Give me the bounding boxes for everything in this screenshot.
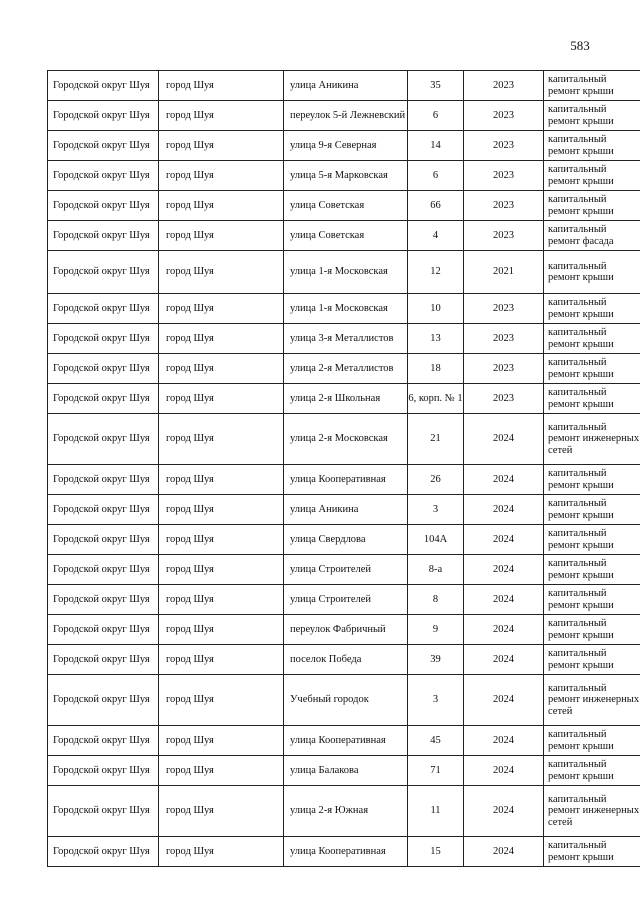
- year-cell: 2024: [464, 645, 544, 675]
- street-cell: улица 9-я Северная: [284, 131, 408, 161]
- district-cell: Городской округ Шуя: [48, 131, 159, 161]
- district-cell: Городской округ Шуя: [48, 71, 159, 101]
- district-cell: Городской округ Шуя: [48, 161, 159, 191]
- district-cell: Городской округ Шуя: [48, 786, 159, 837]
- district-cell: Городской округ Шуя: [48, 495, 159, 525]
- city-cell: город Шуя: [159, 384, 284, 414]
- district-cell: Городской округ Шуя: [48, 251, 159, 294]
- table-row: [48, 495, 640, 525]
- year-cell: 2023: [464, 71, 544, 101]
- street-cell: улица 1-я Московская: [284, 251, 408, 294]
- district-cell: Городской округ Шуя: [48, 354, 159, 384]
- table-row: [48, 71, 640, 101]
- district-cell: Городской округ Шуя: [48, 324, 159, 354]
- table-row: [48, 191, 640, 221]
- year-cell: 2023: [464, 221, 544, 251]
- street-cell: улица Строителей: [284, 585, 408, 615]
- house-number-cell: 6, корп. № 1: [408, 384, 464, 414]
- year-cell: 2023: [464, 384, 544, 414]
- street-cell: улица Строителей: [284, 555, 408, 585]
- city-cell: город Шуя: [159, 525, 284, 555]
- house-number-cell: 11: [408, 786, 464, 837]
- city-cell: город Шуя: [159, 756, 284, 786]
- city-cell: город Шуя: [159, 354, 284, 384]
- district-cell: Городской округ Шуя: [48, 191, 159, 221]
- house-number-cell: 3: [408, 495, 464, 525]
- street-cell: улица 1-я Московская: [284, 294, 408, 324]
- house-number-cell: 12: [408, 251, 464, 294]
- city-cell: город Шуя: [159, 726, 284, 756]
- table-row: [48, 675, 640, 726]
- work-type-cell: капитальный ремонт крыши: [544, 726, 640, 756]
- table-row: [48, 465, 640, 495]
- year-cell: 2024: [464, 726, 544, 756]
- street-cell: улица Кооперативная: [284, 837, 408, 867]
- work-type-cell: капитальный ремонт инженерных сетей: [544, 414, 640, 465]
- table-row: [48, 585, 640, 615]
- work-type-cell: капитальный ремонт крыши: [544, 756, 640, 786]
- table-row: [48, 384, 640, 414]
- table-row: [48, 251, 640, 294]
- street-cell: улица 2-я Школьная: [284, 384, 408, 414]
- district-cell: Городской округ Шуя: [48, 645, 159, 675]
- table-row: [48, 615, 640, 645]
- year-cell: 2024: [464, 756, 544, 786]
- work-type-cell: капитальный ремонт крыши: [544, 71, 640, 101]
- house-number-cell: 4: [408, 221, 464, 251]
- house-number-cell: 104А: [408, 525, 464, 555]
- year-cell: 2023: [464, 294, 544, 324]
- year-cell: 2023: [464, 354, 544, 384]
- street-cell: улица Советская: [284, 191, 408, 221]
- city-cell: город Шуя: [159, 324, 284, 354]
- year-cell: 2024: [464, 675, 544, 726]
- work-type-cell: капитальный ремонт инженерных сетей: [544, 675, 640, 726]
- city-cell: город Шуя: [159, 131, 284, 161]
- street-cell: улица 2-я Металлистов: [284, 354, 408, 384]
- city-cell: город Шуя: [159, 585, 284, 615]
- street-cell: улица Советская: [284, 221, 408, 251]
- house-number-cell: 13: [408, 324, 464, 354]
- house-number-cell: 18: [408, 354, 464, 384]
- table-row: [48, 837, 640, 867]
- page-number: 583: [570, 38, 590, 53]
- house-number-cell: 14: [408, 131, 464, 161]
- work-type-cell: капитальный ремонт крыши: [544, 101, 640, 131]
- city-cell: город Шуя: [159, 786, 284, 837]
- street-cell: переулок 5-й Лежневский: [284, 101, 408, 131]
- house-number-cell: 39: [408, 645, 464, 675]
- district-cell: Городской округ Шуя: [48, 384, 159, 414]
- year-cell: 2023: [464, 191, 544, 221]
- street-cell: поселок Победа: [284, 645, 408, 675]
- work-type-cell: капитальный ремонт инженерных сетей: [544, 786, 640, 837]
- city-cell: город Шуя: [159, 414, 284, 465]
- table-row: [48, 324, 640, 354]
- district-cell: Городской округ Шуя: [48, 585, 159, 615]
- house-number-cell: 35: [408, 71, 464, 101]
- work-type-cell: капитальный ремонт крыши: [544, 161, 640, 191]
- house-number-cell: 6: [408, 161, 464, 191]
- city-cell: город Шуя: [159, 555, 284, 585]
- table-row: [48, 101, 640, 131]
- table-row: [48, 221, 640, 251]
- city-cell: город Шуя: [159, 71, 284, 101]
- house-number-cell: 8: [408, 585, 464, 615]
- work-type-cell: капитальный ремонт крыши: [544, 384, 640, 414]
- city-cell: город Шуя: [159, 837, 284, 867]
- house-number-cell: 66: [408, 191, 464, 221]
- work-type-cell: капитальный ремонт крыши: [544, 495, 640, 525]
- city-cell: город Шуя: [159, 251, 284, 294]
- city-cell: город Шуя: [159, 191, 284, 221]
- table-row: [48, 414, 640, 465]
- work-type-cell: капитальный ремонт крыши: [544, 525, 640, 555]
- city-cell: город Шуя: [159, 101, 284, 131]
- district-cell: Городской округ Шуя: [48, 837, 159, 867]
- house-number-cell: 45: [408, 726, 464, 756]
- street-cell: улица 3-я Металлистов: [284, 324, 408, 354]
- district-cell: Городской округ Шуя: [48, 465, 159, 495]
- table-row: [48, 161, 640, 191]
- house-number-cell: 15: [408, 837, 464, 867]
- year-cell: 2024: [464, 414, 544, 465]
- year-cell: 2024: [464, 615, 544, 645]
- street-cell: улица Аникина: [284, 495, 408, 525]
- house-number-cell: 3: [408, 675, 464, 726]
- house-number-cell: 26: [408, 465, 464, 495]
- year-cell: 2024: [464, 525, 544, 555]
- district-cell: Городской округ Шуя: [48, 294, 159, 324]
- district-cell: Городской округ Шуя: [48, 675, 159, 726]
- year-cell: 2024: [464, 837, 544, 867]
- work-type-cell: капитальный ремонт крыши: [544, 615, 640, 645]
- table-row: [48, 645, 640, 675]
- district-cell: Городской округ Шуя: [48, 414, 159, 465]
- work-type-cell: капитальный ремонт крыши: [544, 324, 640, 354]
- city-cell: город Шуя: [159, 221, 284, 251]
- work-type-cell: капитальный ремонт крыши: [544, 555, 640, 585]
- repair-schedule-table: [47, 70, 640, 867]
- work-type-cell: капитальный ремонт крыши: [544, 131, 640, 161]
- city-cell: город Шуя: [159, 675, 284, 726]
- street-cell: улица Аникина: [284, 71, 408, 101]
- year-cell: 2021: [464, 251, 544, 294]
- work-type-cell: капитальный ремонт крыши: [544, 251, 640, 294]
- year-cell: 2023: [464, 131, 544, 161]
- house-number-cell: 21: [408, 414, 464, 465]
- street-cell: улица 2-я Московская: [284, 414, 408, 465]
- year-cell: 2023: [464, 324, 544, 354]
- year-cell: 2023: [464, 101, 544, 131]
- street-cell: улица 2-я Южная: [284, 786, 408, 837]
- street-cell: улица 5-я Марковская: [284, 161, 408, 191]
- street-cell: переулок Фабричный: [284, 615, 408, 645]
- table-row: [48, 756, 640, 786]
- year-cell: 2024: [464, 786, 544, 837]
- work-type-cell: капитальный ремонт крыши: [544, 354, 640, 384]
- city-cell: город Шуя: [159, 161, 284, 191]
- table-row: [48, 726, 640, 756]
- street-cell: улица Кооперативная: [284, 726, 408, 756]
- table-row: [48, 525, 640, 555]
- district-cell: Городской округ Шуя: [48, 756, 159, 786]
- table-row: [48, 354, 640, 384]
- district-cell: Городской округ Шуя: [48, 615, 159, 645]
- house-number-cell: 9: [408, 615, 464, 645]
- city-cell: город Шуя: [159, 615, 284, 645]
- house-number-cell: 10: [408, 294, 464, 324]
- city-cell: город Шуя: [159, 495, 284, 525]
- house-number-cell: 8-а: [408, 555, 464, 585]
- year-cell: 2024: [464, 555, 544, 585]
- year-cell: 2024: [464, 465, 544, 495]
- district-cell: Городской округ Шуя: [48, 726, 159, 756]
- work-type-cell: капитальный ремонт крыши: [544, 294, 640, 324]
- city-cell: город Шуя: [159, 645, 284, 675]
- work-type-cell: капитальный ремонт крыши: [544, 191, 640, 221]
- year-cell: 2024: [464, 495, 544, 525]
- year-cell: 2024: [464, 585, 544, 615]
- table-row: [48, 294, 640, 324]
- work-type-cell: капитальный ремонт крыши: [544, 645, 640, 675]
- work-type-cell: капитальный ремонт крыши: [544, 585, 640, 615]
- city-cell: город Шуя: [159, 294, 284, 324]
- work-type-cell: капитальный ремонт фасада: [544, 221, 640, 251]
- work-type-cell: капитальный ремонт крыши: [544, 465, 640, 495]
- table-row: [48, 555, 640, 585]
- table-row: [48, 786, 640, 837]
- year-cell: 2023: [464, 161, 544, 191]
- table-row: [48, 131, 640, 161]
- street-cell: Учебный городок: [284, 675, 408, 726]
- house-number-cell: 71: [408, 756, 464, 786]
- street-cell: улица Свердлова: [284, 525, 408, 555]
- work-type-cell: капитальный ремонт крыши: [544, 837, 640, 867]
- city-cell: город Шуя: [159, 465, 284, 495]
- district-cell: Городской округ Шуя: [48, 525, 159, 555]
- house-number-cell: 6: [408, 101, 464, 131]
- street-cell: улица Кооперативная: [284, 465, 408, 495]
- district-cell: Городской округ Шуя: [48, 221, 159, 251]
- district-cell: Городской округ Шуя: [48, 555, 159, 585]
- district-cell: Городской округ Шуя: [48, 101, 159, 131]
- street-cell: улица Балакова: [284, 756, 408, 786]
